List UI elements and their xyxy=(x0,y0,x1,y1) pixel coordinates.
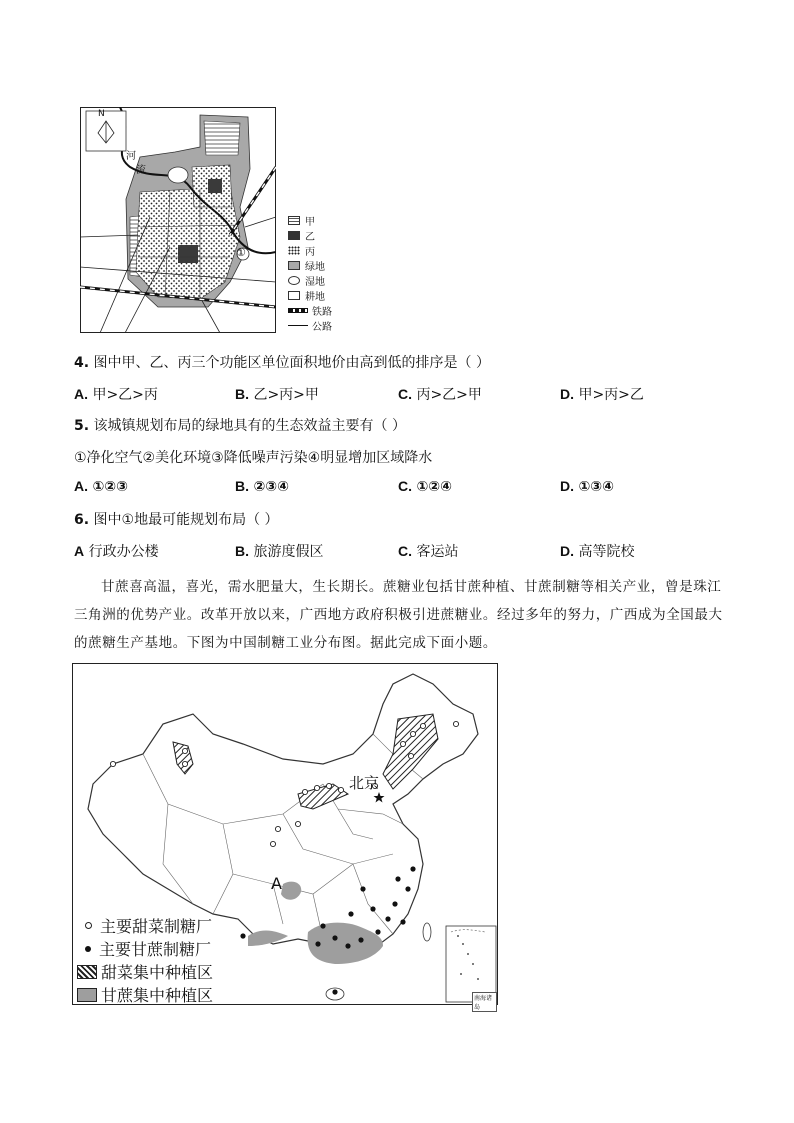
q6-option-a[interactable] xyxy=(74,541,159,561)
q5-option-d-text: ①③④ xyxy=(578,479,615,495)
legend-wetland-label: 湿地 xyxy=(305,276,325,288)
q6-option-c-key: C. xyxy=(398,543,412,559)
q4-option-c[interactable] xyxy=(398,384,482,404)
q6-option-c-text: 客运站 xyxy=(416,544,459,560)
legend-rail xyxy=(288,303,332,317)
q6-option-b-key: B. xyxy=(235,543,249,559)
q4-option-d-key: D. xyxy=(560,386,574,402)
town-map-legend xyxy=(288,213,348,335)
legend-beet-area-swatch xyxy=(77,965,97,979)
china-sugar-map xyxy=(72,663,498,1011)
region-a-label: A xyxy=(271,874,282,893)
legend-yi-label: 乙 xyxy=(305,231,315,243)
q5-option-d[interactable] xyxy=(560,478,614,495)
legend-cane-area-label: 甘蔗集中种植区 xyxy=(101,986,214,1005)
q4-option-a[interactable] xyxy=(74,384,158,404)
legend-road xyxy=(288,318,332,332)
legend-cane-factory xyxy=(83,937,211,960)
q4-option-b-key: B. xyxy=(235,386,249,402)
legend-yi-swatch xyxy=(288,231,300,240)
passage-line-3: 的蔗糖生产基地。下图为中国制糖工业分布图。据此完成下面小题。 xyxy=(74,635,497,651)
q5-option-b[interactable] xyxy=(235,478,289,495)
q4-option-b[interactable] xyxy=(235,384,319,404)
q6-option-a-key: A xyxy=(74,543,85,559)
q6-option-d-text: 高等院校 xyxy=(578,544,635,560)
site-1-marker: ① xyxy=(236,246,246,259)
river-label-1: 河 xyxy=(126,151,136,162)
legend-wetland xyxy=(288,273,325,287)
question-4-number: 4. xyxy=(74,355,90,371)
legend-cane-area-swatch xyxy=(77,988,97,1002)
legend-bing-label: 丙 xyxy=(305,246,315,258)
q6-option-d[interactable] xyxy=(560,541,634,561)
q5-option-c-key: C. xyxy=(398,478,412,494)
q6-option-c[interactable] xyxy=(398,541,458,561)
legend-jia xyxy=(288,213,315,227)
q5-option-d-key: D. xyxy=(560,478,574,494)
legend-jia-swatch xyxy=(288,216,300,225)
question-5-statements: ①净化空气②美化环境③降低噪声污染④明显增加区域降水 xyxy=(74,450,433,466)
beijing-label: 北京 xyxy=(349,774,380,792)
q4-option-d-text: 甲>丙>乙 xyxy=(578,387,644,403)
legend-cane-factory-symbol xyxy=(85,946,91,952)
q6-option-b[interactable] xyxy=(235,541,323,561)
legend-beet-factory-symbol xyxy=(85,922,92,929)
q5-option-c[interactable] xyxy=(398,478,452,495)
passage-line-2: 三角洲的优势产业。改革开放以来，广西地方政府积极引进蔗糖业。经过多年的努力，广西成为全国最大 xyxy=(74,607,723,623)
question-4-stem: 图中甲、乙、丙三个功能区单位面积地价由高到低的排序是（ ） xyxy=(93,355,490,371)
legend-wetland-swatch xyxy=(288,276,300,285)
q4-option-c-text: 丙>乙>甲 xyxy=(416,387,482,403)
q4-option-d[interactable] xyxy=(560,384,644,404)
legend-beet-area-label: 甜菜集中种植区 xyxy=(101,963,214,982)
q4-option-a-key: A. xyxy=(74,386,88,402)
q5-option-b-text: ②③④ xyxy=(253,479,290,495)
q6-option-a-text: 行政办公楼 xyxy=(88,544,159,560)
passage-line-1: 甘蔗喜高温，喜光，需水肥量大，生长期长。蔗糖业包括甘蔗种植、甘蔗制糖等相关产业，曾是珠江 xyxy=(101,579,722,595)
q5-option-b-key: B. xyxy=(235,478,249,494)
legend-green xyxy=(288,258,325,272)
legend-beet-factory-label: 主要甜菜制糖厂 xyxy=(100,917,213,936)
question-5-stem: 该城镇规划布局的绿地具有的生态效益主要有（ ） xyxy=(93,418,406,434)
q6-option-d-key: D. xyxy=(560,543,574,559)
question-5 xyxy=(74,415,406,435)
legend-road-label: 公路 xyxy=(312,321,332,333)
river-label-2: 流 xyxy=(136,165,146,176)
question-6 xyxy=(74,509,279,529)
legend-road-swatch xyxy=(288,325,308,326)
north-label: N xyxy=(98,109,105,119)
legend-beet-area xyxy=(77,960,213,983)
legend-cane-area xyxy=(77,983,213,1006)
q5-option-a[interactable] xyxy=(74,478,128,495)
inset-label: 南海诸岛 xyxy=(472,992,497,1012)
legend-rail-swatch xyxy=(288,308,308,313)
q5-option-a-key: A. xyxy=(74,478,88,494)
q4-option-a-text: 甲>乙>丙 xyxy=(92,387,158,403)
legend-cane-factory-label: 主要甘蔗制糖厂 xyxy=(99,940,212,959)
legend-yi xyxy=(288,228,315,242)
legend-green-label: 绿地 xyxy=(305,261,325,273)
q4-option-c-key: C. xyxy=(398,386,412,402)
q5-option-c-text: ①②④ xyxy=(416,479,453,495)
legend-rail-label: 铁路 xyxy=(312,306,332,318)
q6-option-b-text: 旅游度假区 xyxy=(253,544,324,560)
question-6-stem: 图中①地最可能规划布局（ ） xyxy=(93,512,279,528)
town-map-figure xyxy=(80,107,276,333)
question-5-number: 5. xyxy=(74,418,90,434)
passage xyxy=(74,573,734,657)
legend-beet-factory xyxy=(83,914,212,937)
question-4 xyxy=(74,352,490,372)
legend-bing xyxy=(288,243,315,257)
question-6-number: 6. xyxy=(74,512,90,528)
q5-option-a-text: ①②③ xyxy=(92,479,129,495)
legend-farm-swatch xyxy=(288,291,300,300)
q4-option-b-text: 乙>丙>甲 xyxy=(253,387,319,403)
legend-farm xyxy=(288,288,325,302)
town-map xyxy=(80,107,276,333)
legend-farm-label: 耕地 xyxy=(305,291,325,303)
legend-bing-swatch xyxy=(288,246,300,255)
legend-green-swatch xyxy=(288,261,300,270)
legend-jia-label: 甲 xyxy=(305,216,315,228)
